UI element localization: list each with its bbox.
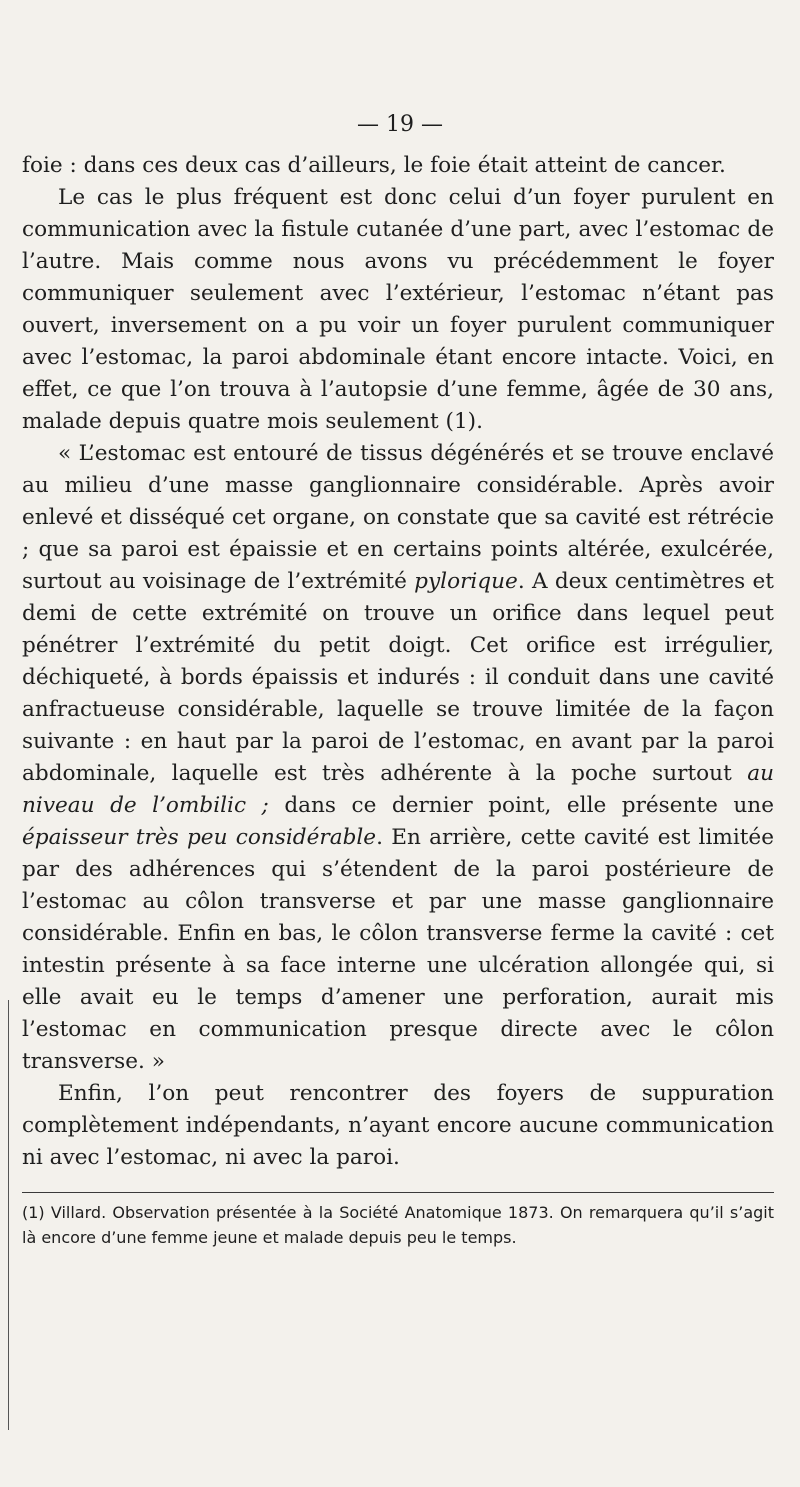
quote-text: . En arrière, cette cavité est limitée par des adhérences qui s’étendent de la paroi postérieure de l’estomac au côlon transverse et par une masse ganglionnaire considérable. Enfin en bas, le côlon transverse ferme la cavité : cet intestin présente à sa face interne une ulcération allongée qui, si elle avait eu le temps d’amener une perforation, aurait mis l’estomac en communication presque directe avec le côlon transverse. » (22, 825, 774, 1074)
paragraph: Le cas le plus fréquent est donc celui d’un foyer purulent en communication avec la fistule cutanée d’une part, avec l’estomac de l’autre. Mais comme nous avons vu précédemment le foyer communiquer seulement avec l’extérieur, l’estomac n’étant pas ouvert, inversement on a pu voir un foyer purulent communiquer avec l’estomac, la paroi abdominale étant encore intacte. Voici, en effet, ce que l’on trouva à l’autopsie d’une femme, âgée de 30 ans, malade depuis quatre mois seulement (1). (22, 185, 774, 434)
quote-text: dans ce dernier point, elle présente une (268, 793, 774, 818)
body-text (22, 150, 774, 1174)
quote-italic: au niveau de l’ombilic ; (22, 761, 774, 818)
paragraph-continuation: foie : dans ces deux cas d’ailleurs, le foie était atteint de cancer. (22, 153, 726, 178)
footnote-text: (1) Villard. Observation présentée à la Société Anatomique 1873. On remarquera qu’il s’agit là encore d’une femme jeune et malade depuis peu le temps. (22, 1203, 774, 1247)
page-number: — 19 — (357, 112, 443, 137)
quote-italic: épaisseur très peu considérable (22, 825, 377, 850)
quote-text: . A deux centimètres et demi de cette extrémité on trouve un orifice dans lequel peut pénétrer l’extrémité du petit doigt. Cet orifice est irrégulier, déchiqueté, à bords épaissis et indurés : il conduit dans une cavité anfractueuse considérable, laquelle se trouve limitée de la façon suivante : en haut par la paroi de l’estomac, en avant par la paroi abdominale, laquelle est très adhérente à la poche surtout (22, 569, 774, 786)
final-paragraph: Enfin, l’on peut rencontrer des foyers de suppuration complètement indépendants, n’ayant encore aucune communication ni avec l’estomac, ni avec la paroi. (22, 1081, 774, 1170)
footnote-rule (22, 1192, 774, 1193)
autopsy-quote (22, 438, 774, 1078)
quote-italic: pylorique (414, 569, 518, 594)
margin-line (8, 1000, 9, 1430)
footnote (22, 1200, 774, 1250)
quote-text: « L’estomac est entouré de tissus dégénérés et se trouve enclavé au milieu d’une masse ganglionnaire considérable. Après avoir enlevé et disséqué cet organe, on constate que sa cavité est rétrécie ; que sa paroi est épaissie et en certains points altérée, exulcérée, surtout au voisinage de l’extrémité (22, 441, 774, 594)
